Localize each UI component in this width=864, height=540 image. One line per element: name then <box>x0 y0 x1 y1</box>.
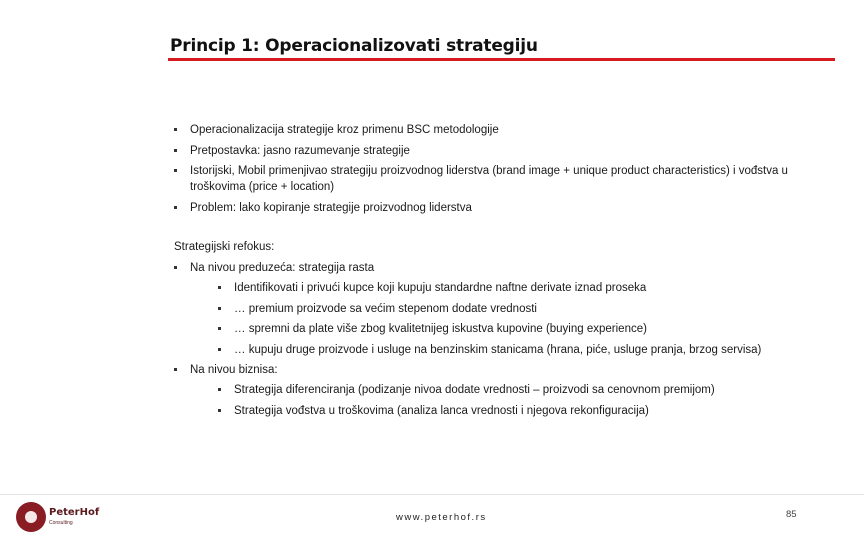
logo-mark-icon <box>16 502 46 532</box>
sub-list-item: … spremni da plate više zbog kvalitetnijeg iskustva kupovine (buying experience) <box>216 321 832 337</box>
refokus-list <box>172 260 832 423</box>
sub-list-item: Strategija diferenciranja (podizanje nivoa dodate vrednosti – proizvodi sa cenovnom premijom) <box>216 382 832 398</box>
sub-list <box>190 382 832 419</box>
sub-list-item: Strategija vođstva u troškovima (analiza lanca vrednosti i njegova rekonfiguracija) <box>216 403 832 419</box>
list-item <box>172 362 832 419</box>
logo-name: PeterHof <box>49 507 100 518</box>
footer-url[interactable]: www.peterhof.rs <box>396 512 487 523</box>
refokus-heading: Strategijski refokus: <box>174 241 275 253</box>
list-item: Problem: lako kopiranje strategije proizvodnog liderstva <box>172 200 832 216</box>
list-item-label: Na nivou preduzeća: strategija rasta <box>190 262 375 274</box>
sub-list-item: … premium proizvode sa većim stepenom dodate vrednosti <box>216 301 832 317</box>
list-item <box>172 260 832 358</box>
peterhof-logo <box>16 502 116 534</box>
page-number: 85 <box>786 509 797 520</box>
footer-divider <box>0 494 864 495</box>
list-item: Pretpostavka: jasno razumevanje strategije <box>172 143 832 159</box>
logo-subtitle: Consulting <box>49 520 73 526</box>
list-item: Operacionalizacija strategije kroz primenu BSC metodologije <box>172 122 832 138</box>
intro-bullet-list <box>172 122 832 220</box>
sub-list-item: … kupuju druge proizvode i usluge na benzinskim stanicama (hrana, piće, usluge pranja, brzog servisa) <box>216 342 832 358</box>
title-underline <box>168 58 835 61</box>
list-item-label: Na nivou biznisa: <box>190 364 278 376</box>
slide-title: Princip 1: Operacionalizovati strategiju <box>170 36 538 56</box>
list-item: Istorijski, Mobil primenjivao strategiju proizvodnog liderstva (brand image + unique product characteristics) i vođstva u troškovima (price + location) <box>172 163 832 195</box>
sub-list-item: Identifikovati i privući kupce koji kupuju standardne naftne derivate iznad proseka <box>216 280 832 296</box>
sub-list <box>190 280 832 358</box>
